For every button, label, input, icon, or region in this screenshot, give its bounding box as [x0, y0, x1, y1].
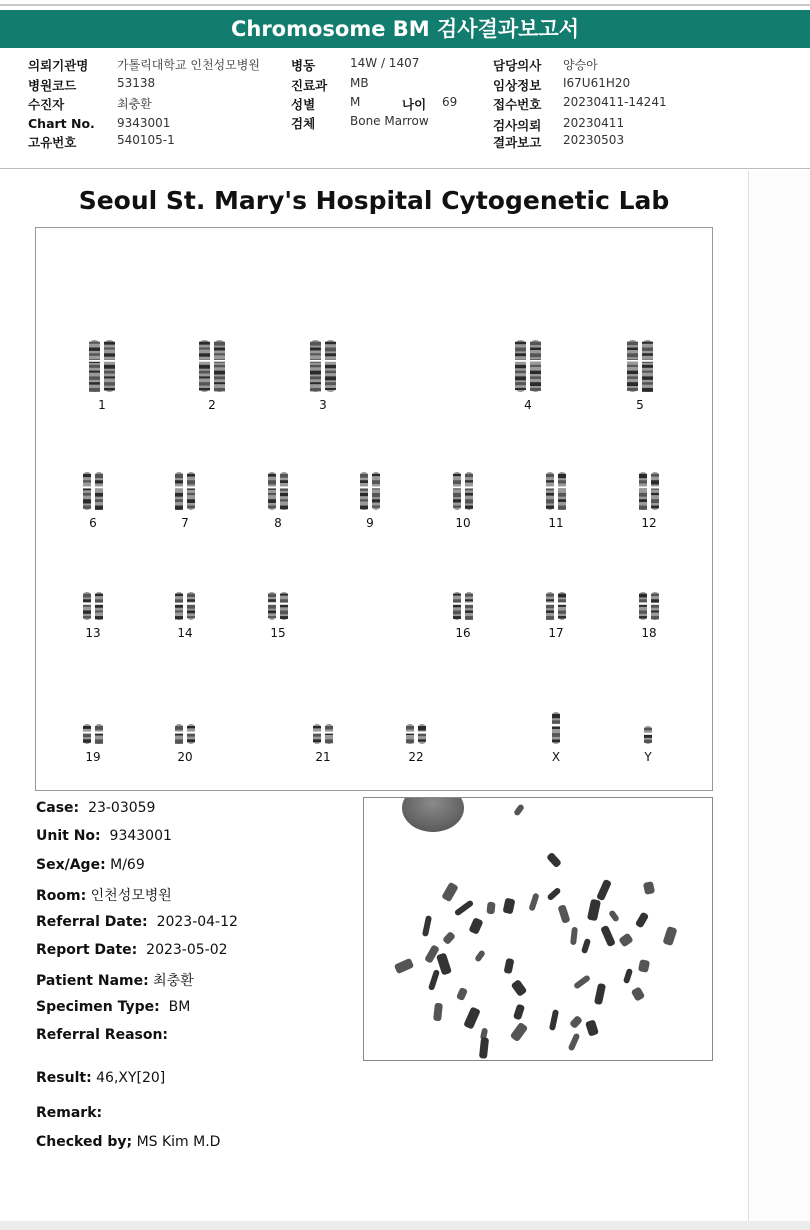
metaphase-chromosome [596, 879, 612, 901]
chromosome-image [638, 472, 660, 510]
case-line [36, 800, 155, 816]
chromosome-image [626, 340, 654, 392]
chromosome-pair-13 [58, 592, 128, 640]
top-rule [0, 4, 810, 6]
doctor-label: 담당의사 [493, 58, 542, 73]
metaphase-chromosome [454, 899, 475, 916]
chromosome-number: X [551, 750, 561, 764]
checked-line [36, 1134, 220, 1150]
age-label: 나이 [402, 97, 427, 112]
chromosome-pair-4 [493, 340, 563, 412]
chromosome-number: 12 [641, 516, 657, 530]
metaphase-chromosome [433, 1003, 443, 1022]
chromosome-pair-12 [614, 472, 684, 530]
metaphase-chromosome [486, 902, 495, 915]
specimen-type-value: BM [168, 999, 191, 1015]
chromosome-pair-2 [177, 340, 247, 412]
metaphase-chromosome [442, 931, 456, 945]
chromosome-number: 19 [85, 750, 101, 764]
chromosome-image [174, 472, 196, 510]
metaphase-chromosome [511, 979, 528, 997]
report-title: Chromosome BM 검사결과보고서 [230, 17, 580, 41]
metaphase-chromosome [428, 969, 440, 991]
institution-label: 의뢰기관명 [28, 58, 89, 73]
metaphase-chromosome [513, 803, 525, 816]
specimen-value: Bone Marrow [350, 114, 429, 128]
metaphase-chromosome [510, 1022, 529, 1042]
remark-label: Remark: [36, 1105, 103, 1121]
chromosome-image [452, 592, 474, 620]
chromosome-number: 4 [524, 398, 532, 412]
institution-value: 가톨릭대학교 인천성모병원 [117, 58, 260, 72]
metaphase-chromosome [581, 938, 591, 954]
sex-label: 성별 [291, 97, 316, 112]
request-value: 20230411 [563, 116, 625, 130]
metaphase-chromosome [441, 882, 459, 903]
age-value: 69 [442, 95, 458, 109]
chromosome-pair-18 [614, 592, 684, 640]
chromosome-number: 22 [408, 750, 424, 764]
chart-value: 9343001 [117, 116, 171, 130]
metaphase-chromosome [479, 1037, 489, 1059]
chromosome-pair-1 [67, 340, 137, 412]
chromosome-pair-17 [521, 592, 591, 640]
referral-date-line [36, 914, 238, 930]
chromosome-image [174, 592, 196, 620]
chromosome-number: 5 [636, 398, 644, 412]
result-line [36, 1070, 165, 1086]
chromosome-number: 15 [270, 626, 286, 640]
sexage-value: M/69 [110, 857, 145, 873]
report-date-label: Report Date: [36, 942, 138, 958]
chromosome-image [82, 724, 104, 744]
metaphase-chromosome [638, 959, 650, 973]
metaphase-chromosome [594, 983, 606, 1005]
chromosome-pair-7 [150, 472, 220, 530]
chromosome-pair-22 [381, 724, 451, 764]
result-label: Result: [36, 1070, 92, 1086]
metaphase-chromosome [463, 1006, 481, 1029]
chromosome-pair-8 [243, 472, 313, 530]
chromosome-number: 13 [85, 626, 101, 640]
ward-value: 14W / 1407 [350, 56, 420, 70]
chromosome-image [643, 726, 653, 744]
clinical-value: I67U61H20 [563, 76, 631, 90]
chromosome-image [312, 724, 334, 744]
dept-label: 진료과 [291, 78, 328, 93]
clinical-label: 임상정보 [493, 78, 542, 93]
specimen-label: 검체 [291, 116, 316, 131]
patient-value: 최충환 [117, 97, 152, 111]
chromosome-pair-19 [58, 724, 128, 764]
metaphase-chromosome [424, 944, 440, 964]
patient-name-line [36, 970, 194, 990]
chromosome-image [88, 340, 116, 392]
specimen-type-line [36, 999, 190, 1015]
remark-line [36, 1105, 102, 1121]
chromosome-image [551, 712, 561, 744]
chromosome-image [545, 592, 567, 620]
metaphase-chromosome [549, 1009, 559, 1031]
chromosome-number: 7 [181, 516, 189, 530]
chart-label: Chart No. [28, 116, 95, 131]
metaphase-chromosome [618, 932, 634, 947]
sex-value: M [350, 95, 361, 109]
referral-reason-line [36, 1027, 168, 1043]
chromosome-image [514, 340, 542, 392]
chromosome-pair-9 [335, 472, 405, 530]
patient-info-panel [0, 50, 810, 169]
chromosome-pair-y [613, 726, 683, 764]
metaphase-chromosome [569, 1015, 583, 1029]
chromosome-image [174, 724, 196, 744]
metaphase-chromosome [573, 974, 591, 989]
metaphase-chromosome [623, 968, 633, 984]
referral-reason-label: Referral Reason: [36, 1027, 169, 1043]
specimen-type-label: Specimen Type: [36, 999, 160, 1015]
chromosome-image [267, 472, 289, 510]
chromosome-number: 16 [455, 626, 471, 640]
report-date-value: 2023-05-02 [146, 942, 228, 958]
chromosome-number: 3 [319, 398, 327, 412]
chromosome-image [267, 592, 289, 620]
metaphase-chromosome [570, 927, 578, 946]
chromosome-number: 9 [366, 516, 374, 530]
result-report-value: 20230503 [563, 133, 625, 147]
chromosome-image [82, 592, 104, 620]
chromosome-number: 14 [177, 626, 193, 640]
page-margin [749, 171, 810, 1221]
room-label: Room: [36, 888, 87, 904]
chromosome-number: 10 [455, 516, 471, 530]
chromosome-image [359, 472, 381, 510]
chromosome-pair-15 [243, 592, 313, 640]
lab-title: Seoul St. Mary's Hospital Cytogenetic Lab [78, 186, 670, 215]
chromosome-number: 6 [89, 516, 97, 530]
chromosome-number: 11 [548, 516, 564, 530]
metaphase-spread-illustration [364, 798, 712, 1060]
sexage-label: Sex/Age: [36, 857, 106, 873]
hospital-code-value: 53138 [117, 76, 156, 90]
chromosome-pair-11 [521, 472, 591, 530]
chromosome-pair-20 [150, 724, 220, 764]
referral-date-value: 2023-04-12 [156, 914, 238, 930]
metaphase-chromosome [528, 893, 539, 912]
metaphase-chromosome [513, 1004, 525, 1021]
metaphase-chromosome [608, 909, 620, 922]
report-date-line [36, 942, 228, 958]
unit-line [36, 828, 172, 844]
chromosome-pair-6 [58, 472, 128, 530]
request-label: 검사의뢰 [493, 118, 542, 133]
chromosome-pair-21 [288, 724, 358, 764]
bottom-rule [0, 1221, 810, 1230]
chromosome-pair-3 [288, 340, 358, 412]
metaphase-chromosome [631, 986, 646, 1001]
metaphase-chromosome [546, 887, 561, 901]
metaphase-chromosome [635, 912, 649, 929]
checked-value: MS Kim M.D [136, 1134, 221, 1150]
result-report-label: 결과보고 [493, 135, 542, 150]
chromosome-pair-x [521, 712, 591, 764]
checked-label: Checked by; [36, 1134, 133, 1150]
patient-label: 수진자 [28, 97, 65, 112]
metaphase-image [363, 797, 713, 1061]
chromosome-number: 17 [548, 626, 564, 640]
metaphase-chromosome [456, 987, 468, 1001]
reception-label: 접수번호 [493, 97, 542, 112]
metaphase-chromosome [600, 925, 616, 947]
chromosome-image [82, 472, 104, 510]
ward-label: 병동 [291, 58, 316, 73]
metaphase-chromosome [587, 899, 601, 922]
metaphase-chromosome [662, 926, 677, 946]
unique-value: 540105-1 [117, 133, 175, 147]
chromosome-pair-5 [605, 340, 675, 412]
chromosome-pair-10 [428, 472, 498, 530]
chromosome-number: Y [644, 750, 652, 764]
chromosome-number: 18 [641, 626, 657, 640]
metaphase-chromosome [643, 881, 655, 895]
metaphase-chromosome [568, 1033, 581, 1052]
result-value: 46,XY[20] [96, 1070, 166, 1086]
chromosome-image [452, 472, 474, 510]
hospital-code-label: 병원코드 [28, 78, 77, 93]
chromosome-pair-14 [150, 592, 220, 640]
chromosome-number: 1 [98, 398, 106, 412]
reception-value: 20230411-14241 [563, 95, 667, 109]
patient-name-label: Patient Name: [36, 973, 149, 989]
metaphase-chromosome [394, 958, 415, 974]
sexage-line [36, 857, 145, 873]
metaphase-chromosome [585, 1019, 599, 1036]
chromosome-image [545, 472, 567, 510]
chromosome-image [198, 340, 226, 392]
room-value: 인천성모병원 [90, 888, 172, 904]
metaphase-chromosome [546, 852, 562, 869]
chromosome-number: 20 [177, 750, 193, 764]
dept-value: MB [350, 76, 369, 90]
doctor-value: 양승아 [563, 58, 598, 72]
report-title-banner [0, 10, 810, 48]
chromosome-pair-16 [428, 592, 498, 640]
patient-name-value: 최충환 [153, 973, 194, 989]
chromosome-image [309, 340, 337, 392]
metaphase-chromosome [504, 958, 515, 974]
unique-label: 고유번호 [28, 135, 77, 150]
interphase-nucleus [402, 798, 464, 832]
chromosome-image [638, 592, 660, 620]
metaphase-chromosome [503, 898, 516, 915]
metaphase-chromosome [468, 917, 483, 935]
metaphase-chromosome [557, 904, 570, 924]
case-label: Case: [36, 800, 80, 816]
case-value: 23-03059 [88, 800, 156, 816]
metaphase-chromosome [474, 949, 486, 962]
metaphase-chromosome [422, 915, 432, 937]
chromosome-number: 21 [315, 750, 331, 764]
chromosome-number: 8 [274, 516, 282, 530]
room-line [36, 885, 172, 905]
referral-date-label: Referral Date: [36, 914, 148, 930]
unit-value: 9343001 [109, 828, 172, 844]
chromosome-image [405, 724, 427, 744]
unit-label: Unit No: [36, 828, 101, 844]
chromosome-number: 2 [208, 398, 216, 412]
karyogram-panel [35, 227, 713, 791]
